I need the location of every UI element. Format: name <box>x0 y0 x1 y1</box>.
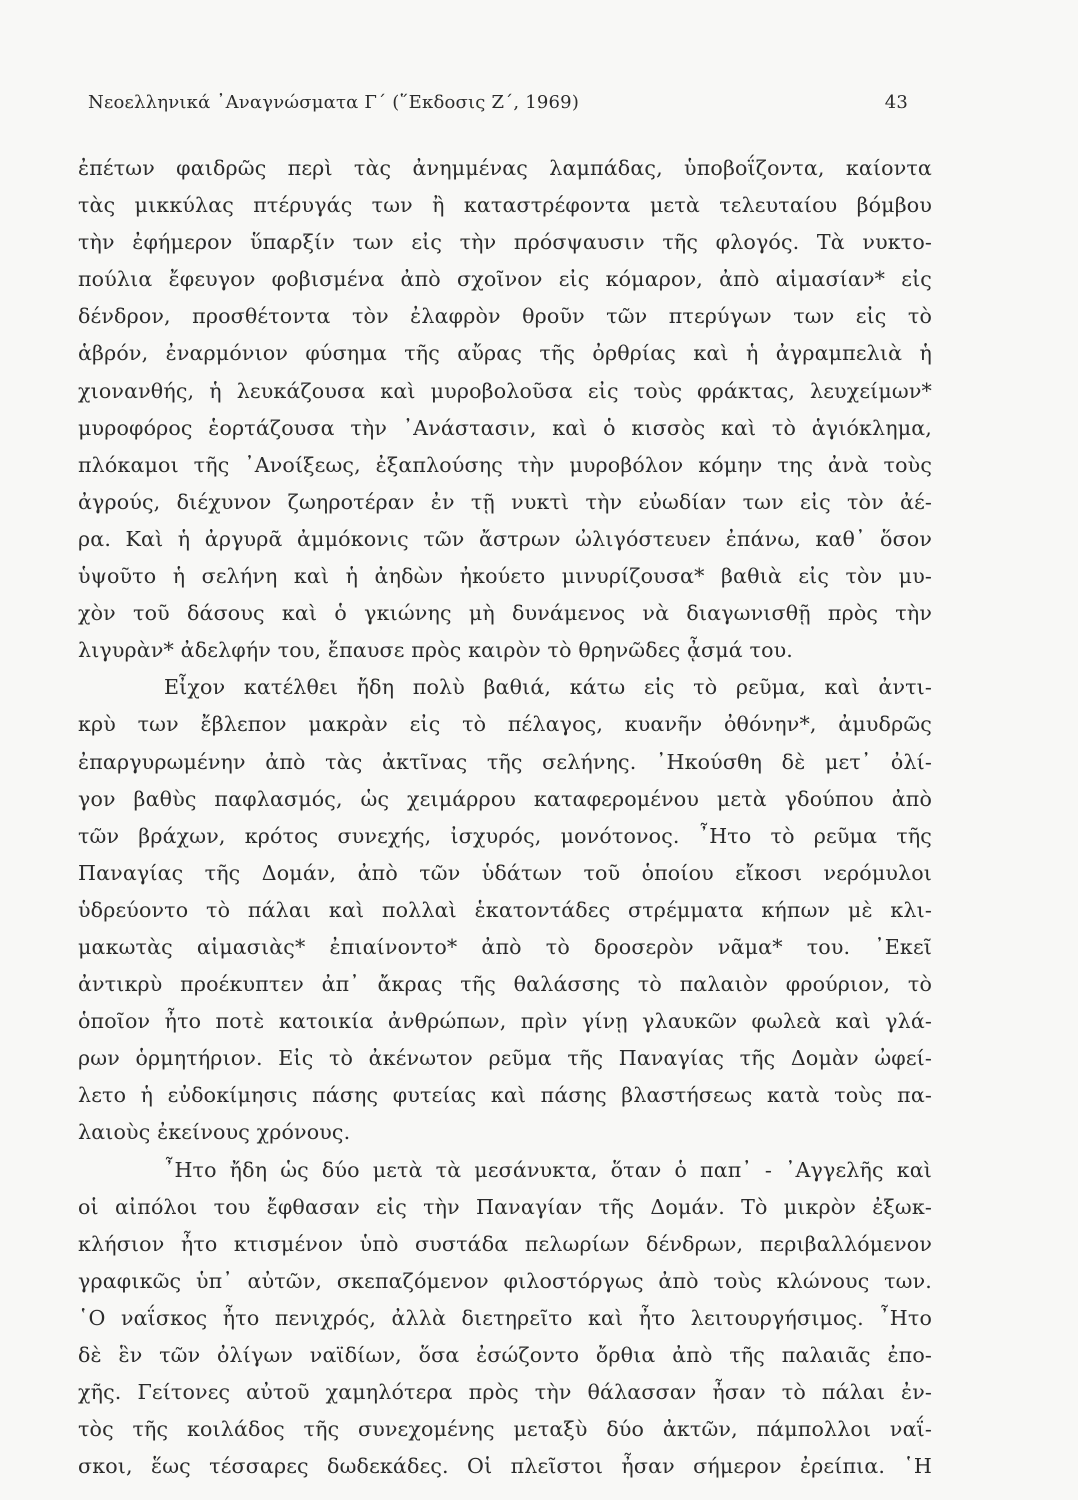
text-line: γον βαθὺς παφλασμός, ὡς χειμάρρου καταφερομένου μετὰ γδούπου ἀπὸ <box>78 786 932 811</box>
paragraph-end-line: λιγυρὰν* ἀδελφήν του, ἔπαυσε πρὸς καιρὸν τὸ θρηνῶδες ᾆσμά του. <box>78 638 794 663</box>
paragraph-end-line: λαιοὺς ἐκείνους χρόνους. <box>78 1120 351 1145</box>
paragraph-start-line: Εἶχον κατέλθει ἤδη πολὺ βαθιά, κάτω εἰς τὸ ρεῦμα, καὶ ἀντι- <box>164 675 932 700</box>
text-line: Παναγίας τῆς Δομάν, ἀπὸ τῶν ὑδάτων τοῦ ὁποίου εἴκοσι νερόμυλοι <box>78 860 932 885</box>
text-line: πλόκαμοι τῆς ᾿Ανοίξεως, ἐξαπλούσης τὴν μυροβόλον κόμην της ἀνὰ τοὺς <box>78 452 932 477</box>
text-line: λετο ἡ εὐδοκίμησις πάσης φυτείας καὶ πάσης βλαστήσεως κατὰ τοὺς πα- <box>78 1083 932 1108</box>
text-line: ἐπέτων φαιδρῶς περὶ τὰς ἀνημμένας λαμπάδας, ὑποβοΐζοντα, καίοντα <box>78 156 932 180</box>
text-line: τὴν ἐφήμερον ὕπαρξίν των εἰς τὴν πρόσψαυσιν τῆς φλογός. Τὰ νυκτο- <box>78 230 932 255</box>
text-line: τὰς μικκύλας πτέρυγάς των ἢ καταστρέφοντα μετὰ τελευταίου βόμβου <box>78 193 932 218</box>
text-line: ἀγρούς, διέχυνον ζωηροτέραν ἐν τῇ νυκτὶ τὴν εὐωδίαν των εἰς τὸν ἀέ- <box>78 489 932 514</box>
text-line: ἀντικρὺ προέκυπτεν ἀπ᾿ ἄκρας τῆς θαλάσσης τὸ παλαιὸν φρούριον, τὸ <box>78 972 932 997</box>
text-line: σκοι, ἕως τέσσαρες δωδεκάδες. Οἱ πλεῖστοι ἦσαν σήμερον ἐρείπια. ῾Η <box>78 1454 932 1479</box>
text-line: μυροφόρος ἑορτάζουσα τὴν ᾿Ανάστασιν, καὶ ὁ κισσὸς καὶ τὸ ἁγιόκλημα, <box>78 415 932 440</box>
text-line: ρων ὁρμητήριον. Εἰς τὸ ἀκένωτον ρεῦμα τῆς Παναγίας τῆς Δομὰν ὠφεί- <box>78 1046 932 1071</box>
text-line: ἐπαργυρωμένην ἀπὸ τὰς ἀκτῖνας τῆς σελήνης. ᾿Ηκούσθη δὲ μετ᾿ ὀλί- <box>78 749 932 774</box>
text-line: ρα. Καὶ ἡ ἀργυρᾶ ἀμμόκονις τῶν ἄστρων ὠλιγόστευεν ἐπάνω, καθ᾿ ὅσον <box>78 526 932 551</box>
text-line: ὑδρεύοντο τὸ πάλαι καὶ πολλαὶ ἑκατοντάδες στρέμματα κήπων μὲ κλι- <box>78 897 932 922</box>
running-header <box>88 92 908 122</box>
paragraph-start-line: ῏Ητο ἤδη ὡς δύο μετὰ τὰ μεσάνυκτα, ὅταν ὁ παπ᾿ - ᾿Αγγελῆς καὶ <box>164 1157 932 1182</box>
text-line: πούλια ἔφευγον φοβισμένα ἀπὸ σχοῖνον εἰς κόμαρον, ἀπὸ αἱμασίαν* εἰς <box>78 267 932 292</box>
body-text <box>78 150 932 1485</box>
text-line: χὸν τοῦ δάσους καὶ ὁ γκιώνης μὴ δυνάμενος νὰ διαγωνισθῇ πρὸς τὴν <box>78 601 932 626</box>
text-line: οἱ αἰπόλοι του ἔφθασαν εἰς τὴν Παναγίαν τῆς Δομάν. Τὸ μικρὸν ἐξωκ- <box>78 1194 932 1219</box>
text-line: τῶν βράχων, κρότος συνεχής, ἰσχυρός, μονότονος. ῏Ητο τὸ ρεῦμα τῆς <box>78 823 932 848</box>
page-number: 43 <box>884 92 908 113</box>
text-line: ὑψοῦτο ἡ σελήνη καὶ ἡ ἀηδὼν ἠκούετο μινυρίζουσα* βαθιὰ εἰς τὸν μυ- <box>78 564 932 589</box>
text-line: ῾Ο ναΐσκος ἦτο πενιχρός, ἀλλὰ διετηρεῖτο καὶ ἦτο λειτουργήσιμος. ῏Ητο <box>78 1305 932 1330</box>
text-line: δὲ ἓν τῶν ὀλίγων ναϊδίων, ὅσα ἐσώζοντο ὄρθια ἀπὸ τῆς παλαιᾶς ἐπο- <box>78 1343 932 1367</box>
text-line: τὸς τῆς κοιλάδος τῆς συνεχομένης μεταξὺ δύο ἀκτῶν, πάμπολλοι ναΐ- <box>78 1417 932 1442</box>
text-line: ἁβρόν, ἐναρμόνιον φύσημα τῆς αὔρας τῆς ὀρθρίας καὶ ἡ ἀγραμπελιὰ ἡ <box>78 341 932 366</box>
text-line: ὁποῖον ἦτο ποτὲ κατοικία ἀνθρώπων, πρὶν γίνῃ γλαυκῶν φωλεὰ καὶ γλά- <box>78 1009 932 1034</box>
running-header-title: Νεοελληνικά ᾿Αναγνώσματα Γ΄ (῞Εκδοσις Ζ΄, 1969) <box>88 92 580 113</box>
text-line: γραφικῶς ὑπ᾿ αὐτῶν, σκεπαζόμενον φιλοστόργως ἀπὸ τοὺς κλώνους των. <box>78 1268 932 1293</box>
text-line: δένδρον, προσθέτοντα τὸν ἐλαφρὸν θροῦν τῶν πτερύγων των εἰς τὸ <box>78 304 932 329</box>
text-line: χιονανθής, ἡ λευκάζουσα καὶ μυροβολοῦσα εἰς τοὺς φράκτας, λευχείμων* <box>78 378 932 403</box>
text-line: χῆς. Γείτονες αὐτοῦ χαμηλότερα πρὸς τὴν θάλασσαν ἦσαν τὸ πάλαι ἐν- <box>78 1380 932 1405</box>
text-line: κλήσιον ἦτο κτισμένον ὑπὸ συστάδα πελωρίων δένδρων, περιβαλλόμενον <box>78 1231 932 1256</box>
text-line: μακωτὰς αἱμασιὰς* ἐπιαίνοντο* ἀπὸ τὸ δροσερὸν νᾶμα* του. ᾿Εκεῖ <box>78 934 932 959</box>
text-line: κρὺ των ἔβλεπον μακρὰν εἰς τὸ πέλαγος, κυανῆν ὀθόνην*, ἀμυδρῶς <box>78 712 932 737</box>
